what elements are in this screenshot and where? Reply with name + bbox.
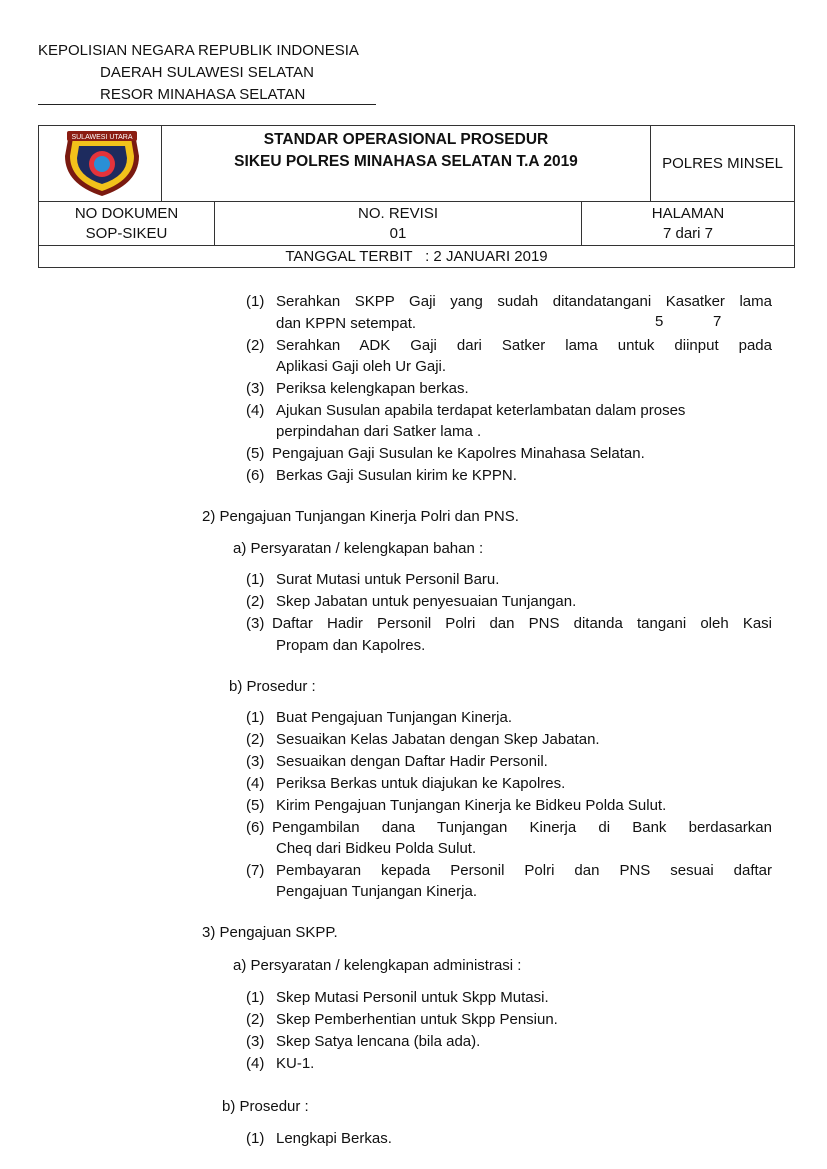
halaman-value: 7 dari 7	[662, 225, 714, 242]
list-item-text: Serahkan ADK Gaji dari Satker lama untuk diinput pada	[276, 337, 772, 354]
list-item-num: (3)	[246, 380, 265, 397]
section-3a-heading: a) Persyaratan / kelengkapan administrasi :	[233, 957, 522, 974]
list-item-text: Skep Pemberhentian untuk Skpp Pensiun.	[276, 1011, 558, 1028]
logo-banner-text: SULAWESI UTARA	[71, 134, 133, 141]
list-item-text-cont: perpindahan dari Satker lama .	[276, 423, 482, 440]
list-item-num: (7)	[246, 862, 265, 879]
tanggal-terbit-value: : 2 JANUARI 2019	[425, 248, 548, 265]
list-item-text: KU-1.	[276, 1055, 315, 1072]
sop-title	[162, 126, 651, 201]
list-item-num: (1)	[246, 989, 265, 1006]
list-item-text: Lengkapi Berkas.	[276, 1130, 392, 1147]
halaman-cell	[582, 202, 794, 246]
list-item-text: Buat Pengajuan Tunjangan Kinerja.	[276, 709, 513, 726]
police-emblem-logo	[39, 126, 162, 200]
list-item-text: Surat Mutasi untuk Personil Baru.	[276, 571, 500, 588]
letterhead-line-1: KEPOLISIAN NEGARA REPUBLIK INDONESIA	[38, 42, 359, 59]
list-item-num: (2)	[246, 337, 265, 354]
list-item-text: Kirim Pengajuan Tunjangan Kinerja ke Bidkeu Polda Sulut.	[276, 797, 667, 814]
stray-mark: 5	[655, 313, 664, 330]
list-item-text: Serahkan SKPP Gaji yang sudah ditandatangani Kasatker lama	[276, 293, 772, 310]
document-meta-row	[39, 201, 794, 246]
list-item-num: (2)	[246, 593, 265, 610]
list-item-text: Pengajuan Gaji Susulan ke Kapolres Minahasa Selatan.	[272, 445, 645, 462]
letterhead-underline	[38, 104, 376, 105]
list-item-text-cont: dan KPPN setempat.	[276, 315, 417, 332]
list-item-num: (6)	[246, 819, 265, 836]
list-item-text: Periksa kelengkapan berkas.	[276, 380, 469, 397]
list-item-text: Sesuaikan dengan Daftar Hadir Personil.	[276, 753, 548, 770]
list-item-num: (5)	[246, 445, 265, 462]
list-item-num: (3)	[246, 1033, 265, 1050]
list-item-num: (2)	[246, 731, 265, 748]
list-item-num: (4)	[246, 1055, 265, 1072]
list-item-text-cont: Cheq dari Bidkeu Polda Sulut.	[276, 840, 477, 857]
no-dokumen-cell	[39, 202, 215, 246]
list-item-text: Sesuaikan Kelas Jabatan dengan Skep Jabatan.	[276, 731, 600, 748]
list-item-text-cont: Propam dan Kapolres.	[276, 637, 426, 654]
list-item-num: (1)	[246, 571, 265, 588]
document-header-table	[38, 125, 795, 268]
list-item-num: (4)	[246, 775, 265, 792]
section-2b-heading: b) Prosedur :	[229, 678, 316, 695]
no-revisi-cell	[215, 202, 582, 246]
list-item-text: Pengambilan dana Tunjangan Kinerja di Bank berdasarkan	[272, 819, 772, 836]
list-item-text: Skep Mutasi Personil untuk Skpp Mutasi.	[276, 989, 549, 1006]
no-dokumen-label: NO DOKUMEN	[74, 205, 179, 222]
list-item-text: Periksa Berkas untuk diajukan ke Kapolres.	[276, 775, 566, 792]
section-2-heading: 2) Pengajuan Tunjangan Kinerja Polri dan PNS.	[202, 508, 519, 525]
letterhead	[38, 40, 398, 106]
sop-title-line-1: STANDAR OPERASIONAL PROSEDUR	[263, 131, 549, 148]
sop-title-line-2: SIKEU POLRES MINAHASA SELATAN T.A 2019	[234, 153, 578, 170]
list-item-num: (2)	[246, 1011, 265, 1028]
list-item-num: (3)	[246, 753, 265, 770]
letterhead-line-3: RESOR MINAHASA SELATAN	[100, 86, 306, 103]
list-item-text: Skep Satya lencana (bila ada).	[276, 1033, 481, 1050]
list-item-text: Skep Jabatan untuk penyesuaian Tunjangan.	[276, 593, 577, 610]
list-item-num: (4)	[246, 402, 265, 419]
list-item-num: (3)	[246, 615, 265, 632]
no-revisi-value: 01	[389, 225, 407, 242]
stray-mark: 7	[713, 313, 722, 330]
list-item-text: Pembayaran kepada Personil Polri dan PNS sesuai daftar	[276, 862, 772, 879]
section-3b-heading: b) Prosedur :	[222, 1098, 309, 1115]
logo-cell	[39, 126, 162, 201]
list-item-text-cont: Pengajuan Tunjangan Kinerja.	[276, 883, 477, 900]
unit-label: POLRES MINSEL	[662, 155, 783, 172]
list-item-text: Daftar Hadir Personil Polri dan PNS ditanda tangani oleh Kasi	[272, 615, 772, 632]
section-2a-heading: a) Persyaratan / kelengkapan bahan :	[233, 540, 484, 557]
list-item-text: Ajukan Susulan apabila terdapat keterlambatan dalam proses	[276, 402, 686, 419]
section-3-heading: 3) Pengajuan SKPP.	[202, 924, 338, 941]
tanggal-terbit-row	[39, 245, 794, 268]
letterhead-line-2: DAERAH SULAWESI SELATAN	[100, 64, 314, 81]
list-item-num: (1)	[246, 1130, 265, 1147]
tanggal-terbit-label: TANGGAL TERBIT	[285, 248, 413, 265]
list-item-num: (6)	[246, 467, 265, 484]
no-dokumen-value: SOP-SIKEU	[85, 225, 168, 242]
no-revisi-label: NO. REVISI	[357, 205, 439, 222]
list-item-num: (1)	[246, 293, 265, 310]
list-item-text: Berkas Gaji Susulan kirim ke KPPN.	[276, 467, 517, 484]
list-item-num: (1)	[246, 709, 265, 726]
halaman-label: HALAMAN	[651, 205, 725, 222]
list-item-num: (5)	[246, 797, 265, 814]
list-item-text-cont: Aplikasi Gaji oleh Ur Gaji.	[276, 358, 447, 375]
